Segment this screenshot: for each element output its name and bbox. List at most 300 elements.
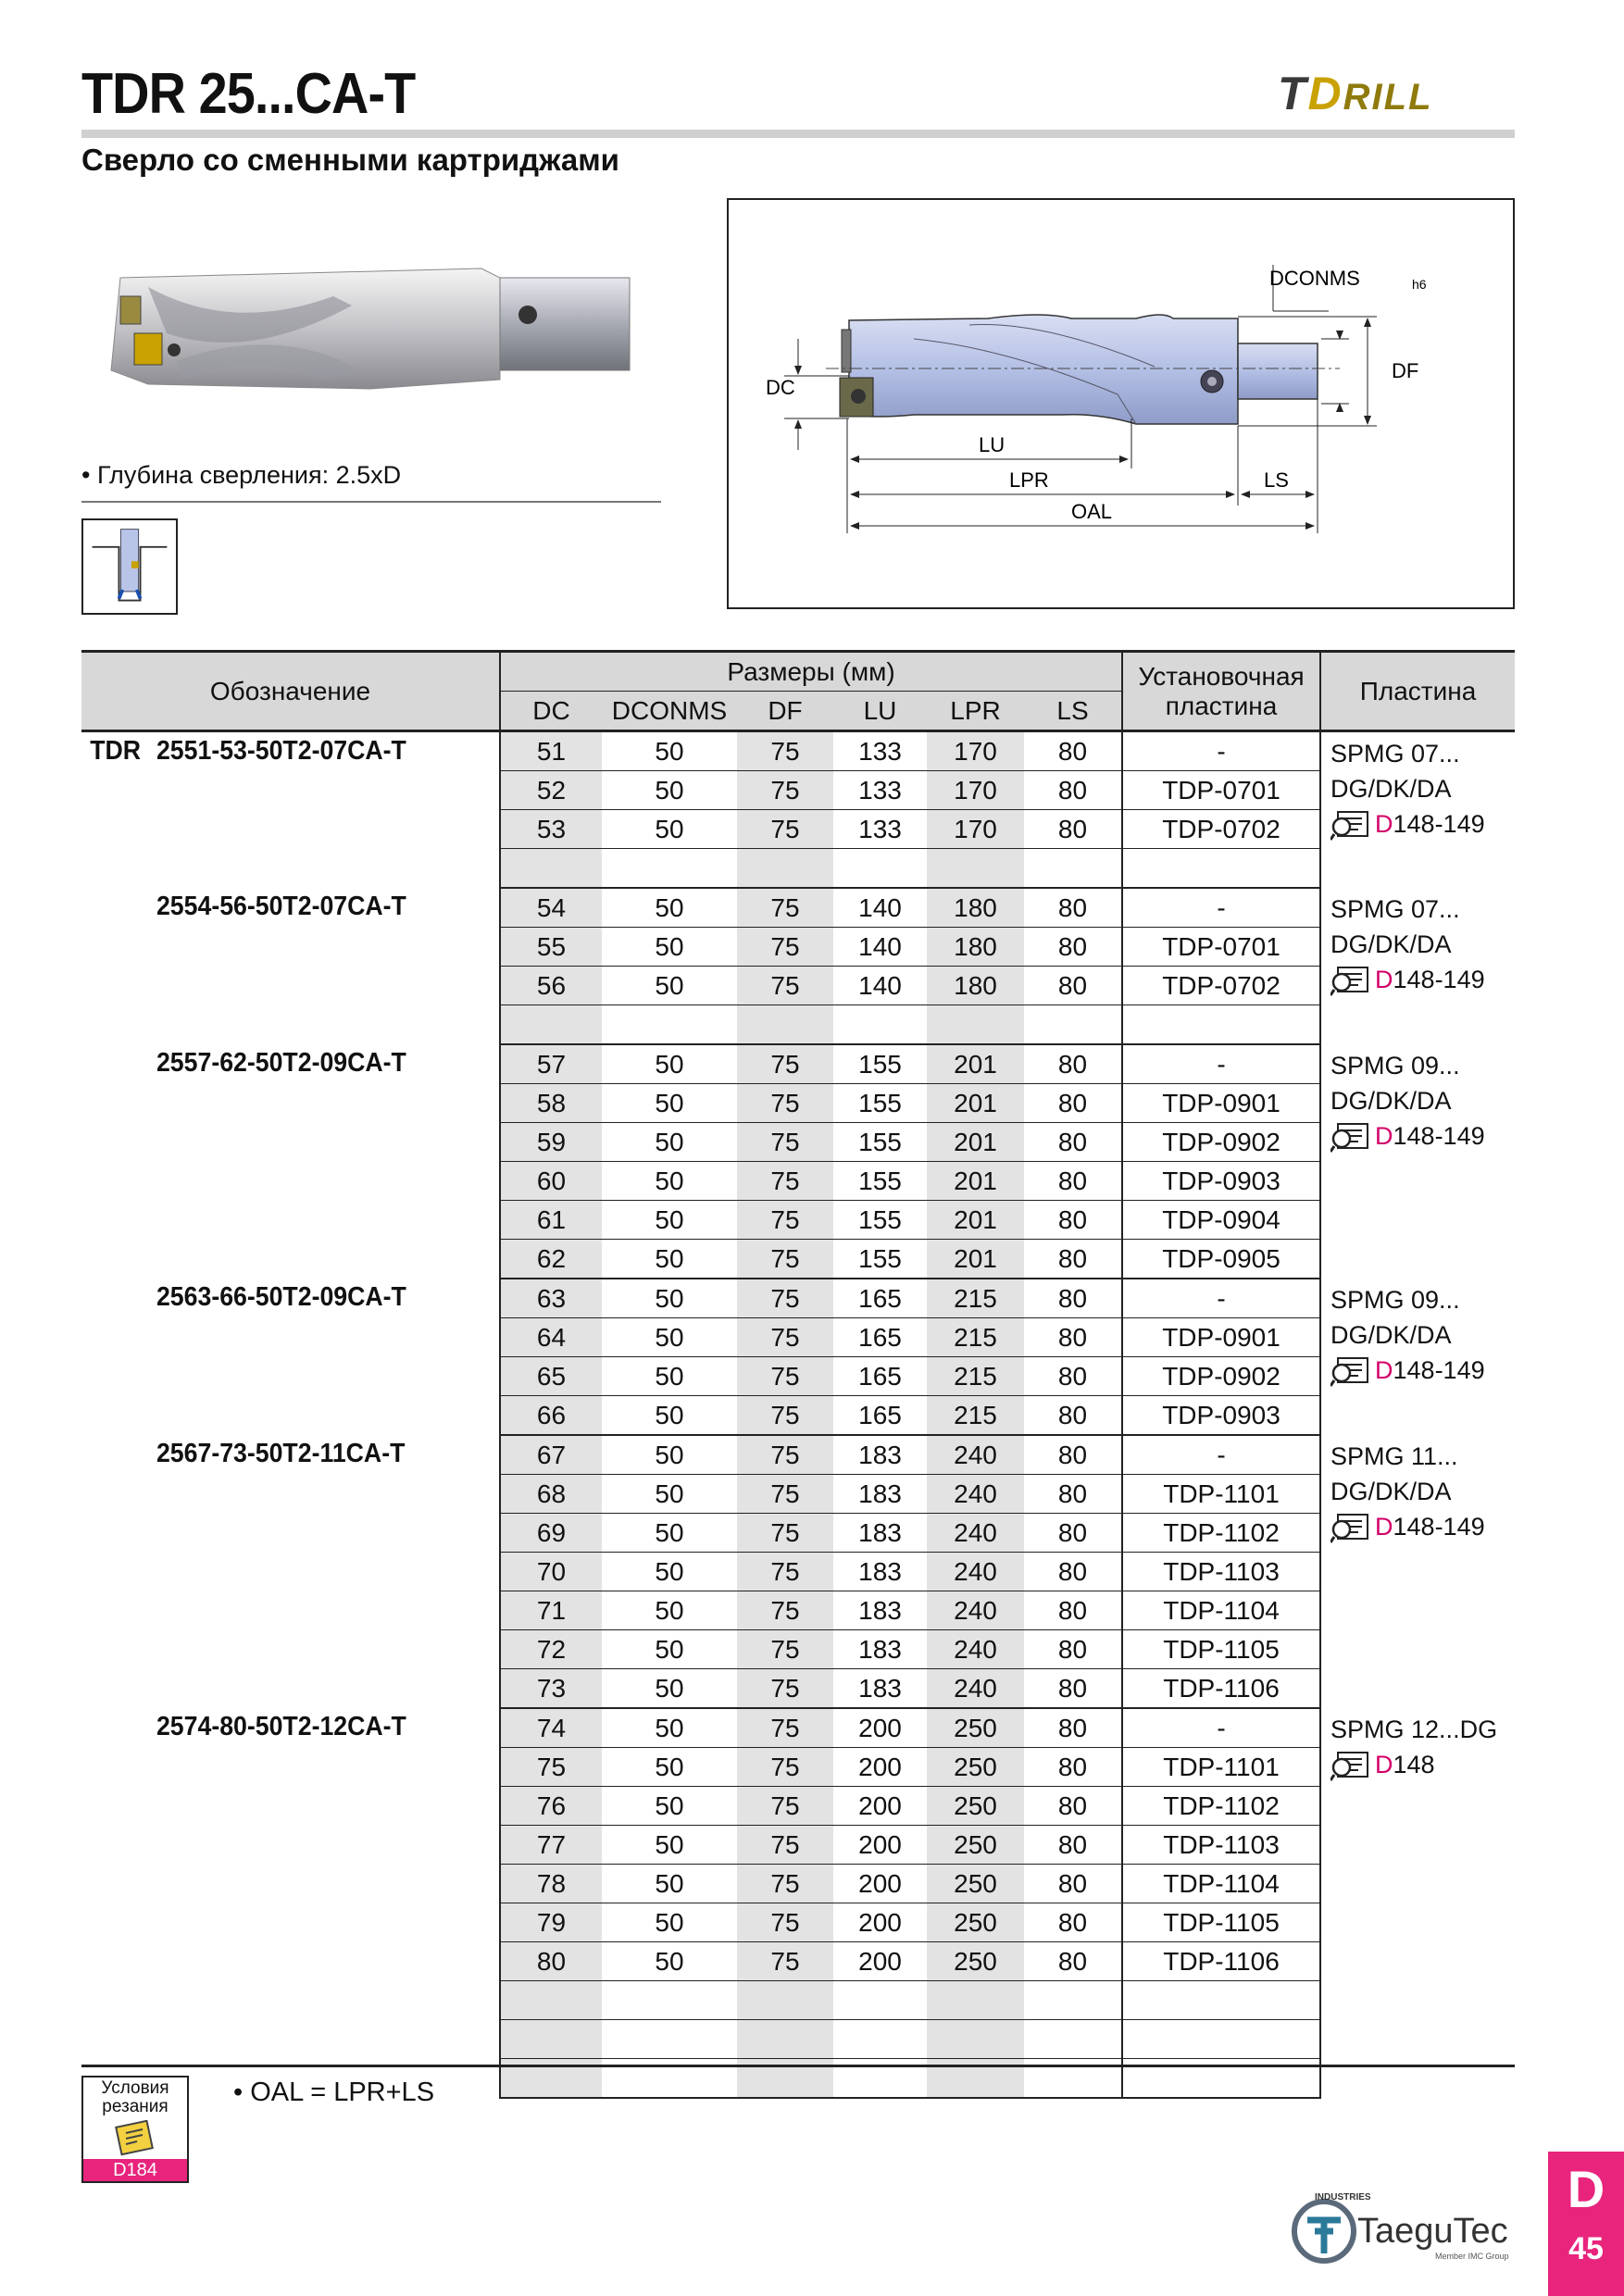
dimension-diagram bbox=[727, 198, 1515, 609]
ls-cell: 80 bbox=[1024, 1162, 1122, 1201]
lu-cell: 200 bbox=[833, 1787, 927, 1826]
mounting-plate-cell: TDP-1102 bbox=[1122, 1787, 1320, 1826]
label-lu: LU bbox=[979, 433, 1006, 456]
dconms-cell: 50 bbox=[602, 1123, 737, 1162]
dc-cell: 61 bbox=[500, 1201, 602, 1240]
lpr-cell: 250 bbox=[927, 1903, 1024, 1942]
logo-arc-text: INDUSTRIES bbox=[1315, 2192, 1371, 2202]
dc-cell: 72 bbox=[500, 1630, 602, 1669]
dc-cell: 60 bbox=[500, 1162, 602, 1201]
insert-designation: DG/DK/DA bbox=[1330, 1321, 1452, 1349]
dc-cell: 52 bbox=[500, 771, 602, 810]
ref-pages: 148 bbox=[1393, 1751, 1435, 1778]
lu-cell: 200 bbox=[833, 1942, 927, 1981]
df-cell: 75 bbox=[737, 1903, 833, 1942]
label-ls: LS bbox=[1264, 468, 1289, 492]
table-row bbox=[81, 731, 1515, 771]
designation-prefix: TDR bbox=[90, 736, 142, 766]
dc-cell: 73 bbox=[500, 1669, 602, 1709]
df-cell: 75 bbox=[737, 928, 833, 967]
insert-designation: SPMG 12...DG bbox=[1330, 1716, 1498, 1743]
dconms-cell: 50 bbox=[602, 1318, 737, 1357]
lpr-cell: 201 bbox=[927, 1240, 1024, 1279]
dconms-cell: 50 bbox=[602, 1514, 737, 1553]
catalog-ref-icon bbox=[1330, 966, 1371, 997]
df-cell: 75 bbox=[737, 810, 833, 849]
dconms-cell: 50 bbox=[602, 1553, 737, 1591]
mounting-plate-cell: TDP-0903 bbox=[1122, 1162, 1320, 1201]
ref-pages: 148-149 bbox=[1393, 966, 1485, 993]
lpr-cell: 240 bbox=[927, 1475, 1024, 1514]
dconms-cell: 50 bbox=[602, 1903, 737, 1942]
ls-cell: 80 bbox=[1024, 1630, 1122, 1669]
insert-cell bbox=[1320, 1044, 1515, 1279]
lpr-cell: 240 bbox=[927, 1435, 1024, 1475]
ls-cell: 80 bbox=[1024, 1514, 1122, 1553]
dconms-cell: 50 bbox=[602, 1787, 737, 1826]
mounting-plate-cell bbox=[1122, 1981, 1320, 2020]
ls-cell bbox=[1024, 849, 1122, 889]
dc-cell: 67 bbox=[500, 1435, 602, 1475]
mounting-plate-cell: TDP-0701 bbox=[1122, 771, 1320, 810]
catalog-ref-icon bbox=[1330, 810, 1371, 842]
ls-cell: 80 bbox=[1024, 1044, 1122, 1084]
lu-cell: 183 bbox=[833, 1514, 927, 1553]
dconms-cell: 50 bbox=[602, 1240, 737, 1279]
lu-cell: 133 bbox=[833, 810, 927, 849]
mounting-plate-cell: TDP-0901 bbox=[1122, 1318, 1320, 1357]
ls-cell: 80 bbox=[1024, 1591, 1122, 1630]
mounting-plate-cell bbox=[1122, 2020, 1320, 2059]
lpr-cell bbox=[927, 1981, 1024, 2020]
lpr-cell: 240 bbox=[927, 1553, 1024, 1591]
dc-cell: 53 bbox=[500, 810, 602, 849]
dc-cell: 70 bbox=[500, 1553, 602, 1591]
mounting-plate-cell: TDP-1104 bbox=[1122, 1865, 1320, 1903]
dconms-cell: 50 bbox=[602, 1357, 737, 1396]
header-ls: LS bbox=[1024, 692, 1122, 731]
lpr-cell: 240 bbox=[927, 1630, 1024, 1669]
catalog-ref-icon bbox=[1330, 1122, 1371, 1154]
ref-prefix: D bbox=[1375, 810, 1393, 838]
lpr-cell: 215 bbox=[927, 1279, 1024, 1318]
dconms-cell: 50 bbox=[602, 1669, 737, 1709]
dc-cell: 78 bbox=[500, 1865, 602, 1903]
dc-cell: 77 bbox=[500, 1826, 602, 1865]
lu-cell: 155 bbox=[833, 1201, 927, 1240]
insert-page-ref[interactable] bbox=[1330, 1509, 1515, 1544]
ls-cell: 80 bbox=[1024, 1553, 1122, 1591]
insert-designation: DG/DK/DA bbox=[1330, 775, 1452, 803]
label-h6: h6 bbox=[1412, 277, 1427, 292]
mounting-plate-cell: TDP-0903 bbox=[1122, 1396, 1320, 1436]
df-cell: 75 bbox=[737, 1396, 833, 1436]
designation-code: 2551-53-50T2-07CA-T bbox=[156, 736, 406, 766]
dc-cell: 69 bbox=[500, 1514, 602, 1553]
ref-pages: 148-149 bbox=[1393, 1513, 1485, 1541]
dc-cell: 63 bbox=[500, 1279, 602, 1318]
lu-cell: 183 bbox=[833, 1475, 927, 1514]
ls-cell bbox=[1024, 2020, 1122, 2059]
table-row bbox=[81, 1435, 1515, 1475]
logo-subtext: Member IMC Group bbox=[1435, 2252, 1509, 2261]
df-cell: 75 bbox=[737, 731, 833, 771]
df-cell: 75 bbox=[737, 1514, 833, 1553]
mounting-plate-cell: - bbox=[1122, 1708, 1320, 1748]
lu-cell: 200 bbox=[833, 1748, 927, 1787]
label-dc: DC bbox=[766, 376, 795, 399]
header-mounting: Установочная пластина bbox=[1122, 652, 1320, 731]
df-cell: 75 bbox=[737, 1084, 833, 1123]
df-cell: 75 bbox=[737, 771, 833, 810]
df-cell: 75 bbox=[737, 1669, 833, 1709]
dconms-cell: 50 bbox=[602, 1396, 737, 1436]
page-title: TDR 25...CA-T bbox=[81, 62, 416, 126]
header-lu: LU bbox=[833, 692, 927, 731]
label-df: DF bbox=[1392, 359, 1419, 382]
header-lpr: LPR bbox=[927, 692, 1024, 731]
dconms-cell: 50 bbox=[602, 1475, 737, 1514]
dconms-cell: 50 bbox=[602, 731, 737, 771]
ls-cell: 80 bbox=[1024, 1865, 1122, 1903]
mounting-plate-cell: TDP-1104 bbox=[1122, 1591, 1320, 1630]
ref-prefix: D bbox=[1375, 1513, 1393, 1541]
lpr-cell: 201 bbox=[927, 1123, 1024, 1162]
dconms-cell: 50 bbox=[602, 1201, 737, 1240]
designation-code: 2557-62-50T2-09CA-T bbox=[156, 1048, 406, 1078]
mounting-plate-cell: TDP-0905 bbox=[1122, 1240, 1320, 1279]
dconms-cell bbox=[602, 1981, 737, 2020]
product-table bbox=[81, 650, 1515, 2099]
mounting-plate-cell: TDP-1101 bbox=[1122, 1748, 1320, 1787]
lu-cell: 133 bbox=[833, 731, 927, 771]
lu-cell: 155 bbox=[833, 1084, 927, 1123]
df-cell: 75 bbox=[737, 1942, 833, 1981]
taegutec-logo bbox=[1287, 2185, 1528, 2268]
ls-cell: 80 bbox=[1024, 928, 1122, 967]
insert-cell bbox=[1320, 1435, 1515, 1708]
dc-cell: 75 bbox=[500, 1748, 602, 1787]
label-dconms: DCONMS bbox=[1269, 267, 1360, 290]
lu-cell: 140 bbox=[833, 928, 927, 967]
ls-cell: 80 bbox=[1024, 731, 1122, 771]
dconms-cell bbox=[602, 2020, 737, 2059]
df-cell: 75 bbox=[737, 1435, 833, 1475]
insert-cell bbox=[1320, 1708, 1515, 2098]
dc-cell: 51 bbox=[500, 731, 602, 771]
dc-cell: 62 bbox=[500, 1240, 602, 1279]
dc-cell: 58 bbox=[500, 1084, 602, 1123]
insert-designation: SPMG 11... bbox=[1330, 1442, 1458, 1470]
lu-cell: 140 bbox=[833, 888, 927, 928]
ls-cell: 80 bbox=[1024, 1318, 1122, 1357]
lpr-cell: 215 bbox=[927, 1396, 1024, 1436]
application-drilling-icon bbox=[81, 518, 178, 615]
book-icon bbox=[115, 2120, 157, 2157]
dconms-cell: 50 bbox=[602, 1084, 737, 1123]
df-cell: 75 bbox=[737, 1708, 833, 1748]
ls-cell: 80 bbox=[1024, 1475, 1122, 1514]
lpr-cell: 240 bbox=[927, 1591, 1024, 1630]
ls-cell: 80 bbox=[1024, 1279, 1122, 1318]
df-cell: 75 bbox=[737, 1865, 833, 1903]
dconms-cell: 50 bbox=[602, 1435, 737, 1475]
insert-designation: SPMG 09... bbox=[1330, 1052, 1460, 1079]
mounting-plate-cell: TDP-0702 bbox=[1122, 810, 1320, 849]
lpr-cell: 250 bbox=[927, 1865, 1024, 1903]
designation-code: 2567-73-50T2-11CA-T bbox=[156, 1439, 406, 1468]
insert-page-ref[interactable] bbox=[1330, 1747, 1515, 1782]
lu-cell: 200 bbox=[833, 1826, 927, 1865]
header-dconms: DCONMS bbox=[602, 692, 737, 731]
catalog-ref-icon bbox=[1330, 1751, 1371, 1782]
lu-cell bbox=[833, 849, 927, 889]
oal-formula-note: • OAL = LPR+LS bbox=[233, 2078, 435, 2107]
table-row bbox=[81, 1708, 1515, 1748]
mounting-plate-cell bbox=[1122, 1005, 1320, 1045]
lu-cell bbox=[833, 2020, 927, 2059]
dconms-cell: 50 bbox=[602, 1748, 737, 1787]
section-letter: D bbox=[1567, 2160, 1605, 2218]
df-cell bbox=[737, 2020, 833, 2059]
mounting-plate-cell: TDP-0702 bbox=[1122, 967, 1320, 1005]
tdrill-logo: TDRILL bbox=[1278, 68, 1433, 119]
lpr-cell: 180 bbox=[927, 967, 1024, 1005]
dconms-cell: 50 bbox=[602, 888, 737, 928]
df-cell: 75 bbox=[737, 1553, 833, 1591]
insert-page-ref[interactable] bbox=[1330, 962, 1515, 997]
dc-cell: 55 bbox=[500, 928, 602, 967]
mounting-plate-cell: - bbox=[1122, 731, 1320, 771]
df-cell: 75 bbox=[737, 1162, 833, 1201]
lpr-cell: 201 bbox=[927, 1201, 1024, 1240]
page-subtitle: Сверло со сменными картриджами bbox=[81, 143, 619, 177]
ls-cell: 80 bbox=[1024, 1903, 1122, 1942]
dconms-cell: 50 bbox=[602, 1591, 737, 1630]
ls-cell bbox=[1024, 1981, 1122, 2020]
lpr-cell: 250 bbox=[927, 1708, 1024, 1748]
lpr-cell: 215 bbox=[927, 1318, 1024, 1357]
dconms-cell bbox=[602, 849, 737, 889]
ls-cell bbox=[1024, 1005, 1122, 1045]
lu-cell: 165 bbox=[833, 1318, 927, 1357]
lu-cell bbox=[833, 1005, 927, 1045]
label-oal: OAL bbox=[1071, 500, 1113, 523]
table-row bbox=[81, 888, 1515, 928]
lpr-cell bbox=[927, 1005, 1024, 1045]
ref-pages: 148-149 bbox=[1393, 1356, 1485, 1384]
lu-cell: 165 bbox=[833, 1357, 927, 1396]
designation-code: 2554-56-50T2-07CA-T bbox=[156, 892, 406, 921]
dc-cell: 66 bbox=[500, 1396, 602, 1436]
dc-cell bbox=[500, 849, 602, 889]
header-rule bbox=[81, 130, 1515, 138]
header-designation: Обозначение bbox=[81, 652, 500, 731]
catalog-ref-icon bbox=[1330, 1356, 1371, 1388]
ls-cell: 80 bbox=[1024, 1942, 1122, 1981]
dconms-cell: 50 bbox=[602, 1942, 737, 1981]
dc-cell: 64 bbox=[500, 1318, 602, 1357]
dc-cell: 57 bbox=[500, 1044, 602, 1084]
dconms-cell: 50 bbox=[602, 1044, 737, 1084]
ls-cell: 80 bbox=[1024, 810, 1122, 849]
df-cell bbox=[737, 1005, 833, 1045]
lpr-cell: 240 bbox=[927, 1669, 1024, 1709]
df-cell: 75 bbox=[737, 1201, 833, 1240]
df-cell: 75 bbox=[737, 1826, 833, 1865]
lpr-cell: 180 bbox=[927, 888, 1024, 928]
insert-cell bbox=[1320, 731, 1515, 889]
table-row bbox=[81, 1044, 1515, 1084]
dconms-cell: 50 bbox=[602, 1279, 737, 1318]
mounting-plate-cell: - bbox=[1122, 1044, 1320, 1084]
lpr-cell: 250 bbox=[927, 1787, 1024, 1826]
df-cell: 75 bbox=[737, 888, 833, 928]
mounting-plate-cell: TDP-1106 bbox=[1122, 1669, 1320, 1709]
lu-cell: 183 bbox=[833, 1669, 927, 1709]
designation-cell bbox=[81, 1435, 467, 1708]
lpr-cell: 201 bbox=[927, 1162, 1024, 1201]
lpr-cell bbox=[927, 2020, 1024, 2059]
ls-cell: 80 bbox=[1024, 1084, 1122, 1123]
ref-pages: 148-149 bbox=[1393, 1122, 1485, 1150]
ref-prefix: D bbox=[1375, 1356, 1393, 1384]
insert-designation: SPMG 09... bbox=[1330, 1286, 1460, 1314]
df-cell bbox=[737, 849, 833, 889]
drilling-depth-note: • Глубина сверления: 2.5xD bbox=[81, 461, 402, 489]
drill-photo bbox=[93, 222, 685, 444]
header-insert: Пластина bbox=[1320, 652, 1515, 731]
section-tab bbox=[1548, 2152, 1624, 2296]
ls-cell: 80 bbox=[1024, 771, 1122, 810]
mounting-plate-cell: - bbox=[1122, 1435, 1320, 1475]
ls-cell: 80 bbox=[1024, 1708, 1122, 1748]
lu-cell: 200 bbox=[833, 1903, 927, 1942]
mounting-plate-cell: - bbox=[1122, 1279, 1320, 1318]
header-dimensions: Размеры (мм) bbox=[500, 652, 1122, 692]
ls-cell: 80 bbox=[1024, 967, 1122, 1005]
dc-cell: 74 bbox=[500, 1708, 602, 1748]
ref-prefix: D bbox=[1375, 1122, 1393, 1150]
cutting-conditions-ref[interactable] bbox=[81, 2076, 189, 2183]
lpr-cell: 215 bbox=[927, 1357, 1024, 1396]
dc-cell: 65 bbox=[500, 1357, 602, 1396]
ls-cell: 80 bbox=[1024, 1357, 1122, 1396]
mounting-plate-cell: TDP-0901 bbox=[1122, 1084, 1320, 1123]
lu-cell: 155 bbox=[833, 1123, 927, 1162]
mounting-plate-cell: TDP-1106 bbox=[1122, 1942, 1320, 1981]
lu-cell: 155 bbox=[833, 1240, 927, 1279]
lu-cell: 165 bbox=[833, 1279, 927, 1318]
df-cell: 75 bbox=[737, 1591, 833, 1630]
mounting-plate-cell: TDP-1103 bbox=[1122, 1826, 1320, 1865]
dc-cell bbox=[500, 2020, 602, 2059]
df-cell: 75 bbox=[737, 1044, 833, 1084]
lpr-cell: 201 bbox=[927, 1044, 1024, 1084]
dconms-cell: 50 bbox=[602, 928, 737, 967]
mounting-plate-cell: TDP-1105 bbox=[1122, 1903, 1320, 1942]
designation-cell bbox=[81, 1708, 467, 2098]
lpr-cell bbox=[927, 849, 1024, 889]
lu-cell: 183 bbox=[833, 1553, 927, 1591]
dconms-cell: 50 bbox=[602, 1162, 737, 1201]
ls-cell: 80 bbox=[1024, 1201, 1122, 1240]
df-cell: 75 bbox=[737, 1475, 833, 1514]
designation-cell bbox=[81, 1279, 467, 1435]
lpr-cell: 250 bbox=[927, 1826, 1024, 1865]
mounting-plate-cell: TDP-1101 bbox=[1122, 1475, 1320, 1514]
ref-prefix: D bbox=[1375, 1751, 1393, 1778]
df-cell: 75 bbox=[737, 1748, 833, 1787]
df-cell bbox=[737, 1981, 833, 2020]
df-cell: 75 bbox=[737, 1357, 833, 1396]
lu-cell: 183 bbox=[833, 1435, 927, 1475]
cutting-conditions-page: D184 bbox=[83, 2159, 187, 2181]
df-cell: 75 bbox=[737, 1787, 833, 1826]
dc-cell: 79 bbox=[500, 1903, 602, 1942]
insert-page-ref[interactable] bbox=[1330, 806, 1515, 842]
ls-cell: 80 bbox=[1024, 1123, 1122, 1162]
mounting-plate-cell bbox=[1122, 849, 1320, 889]
df-cell: 75 bbox=[737, 1240, 833, 1279]
designation-cell bbox=[81, 1044, 467, 1279]
lpr-cell: 170 bbox=[927, 731, 1024, 771]
insert-page-ref[interactable] bbox=[1330, 1353, 1515, 1388]
insert-designation: DG/DK/DA bbox=[1330, 930, 1452, 958]
ls-cell: 80 bbox=[1024, 1787, 1122, 1826]
insert-cell bbox=[1320, 1279, 1515, 1435]
insert-designation: DG/DK/DA bbox=[1330, 1087, 1452, 1115]
insert-cell bbox=[1320, 888, 1515, 1044]
mounting-plate-cell: TDP-0904 bbox=[1122, 1201, 1320, 1240]
df-cell: 75 bbox=[737, 1318, 833, 1357]
ls-cell: 80 bbox=[1024, 1396, 1122, 1436]
lu-cell: 183 bbox=[833, 1630, 927, 1669]
logo-text: TaeguTec bbox=[1357, 2212, 1508, 2251]
lpr-cell: 180 bbox=[927, 928, 1024, 967]
dconms-cell bbox=[602, 1005, 737, 1045]
dc-cell: 54 bbox=[500, 888, 602, 928]
ls-cell: 80 bbox=[1024, 1826, 1122, 1865]
insert-page-ref[interactable] bbox=[1330, 1118, 1515, 1154]
insert-designation: SPMG 07... bbox=[1330, 740, 1460, 767]
insert-designation: DG/DK/DA bbox=[1330, 1478, 1452, 1505]
lu-cell: 183 bbox=[833, 1591, 927, 1630]
dconms-cell: 50 bbox=[602, 967, 737, 1005]
lu-cell: 200 bbox=[833, 1865, 927, 1903]
dconms-cell: 50 bbox=[602, 810, 737, 849]
header-dc: DC bbox=[500, 692, 602, 731]
dc-cell bbox=[500, 1981, 602, 2020]
df-cell: 75 bbox=[737, 1279, 833, 1318]
depth-rule bbox=[81, 501, 661, 503]
catalog-ref-icon bbox=[1330, 1513, 1371, 1544]
dconms-cell: 50 bbox=[602, 1630, 737, 1669]
dc-cell: 76 bbox=[500, 1787, 602, 1826]
ref-pages: 148-149 bbox=[1393, 810, 1485, 838]
mounting-plate-cell: TDP-1102 bbox=[1122, 1514, 1320, 1553]
dconms-cell: 50 bbox=[602, 771, 737, 810]
dconms-cell: 50 bbox=[602, 1826, 737, 1865]
header-df: DF bbox=[737, 692, 833, 731]
dc-cell: 80 bbox=[500, 1942, 602, 1981]
ls-cell: 80 bbox=[1024, 888, 1122, 928]
mounting-plate-cell: TDP-1103 bbox=[1122, 1553, 1320, 1591]
ref-prefix: D bbox=[1375, 966, 1393, 993]
lpr-cell: 170 bbox=[927, 810, 1024, 849]
dc-cell: 59 bbox=[500, 1123, 602, 1162]
df-cell: 75 bbox=[737, 967, 833, 1005]
